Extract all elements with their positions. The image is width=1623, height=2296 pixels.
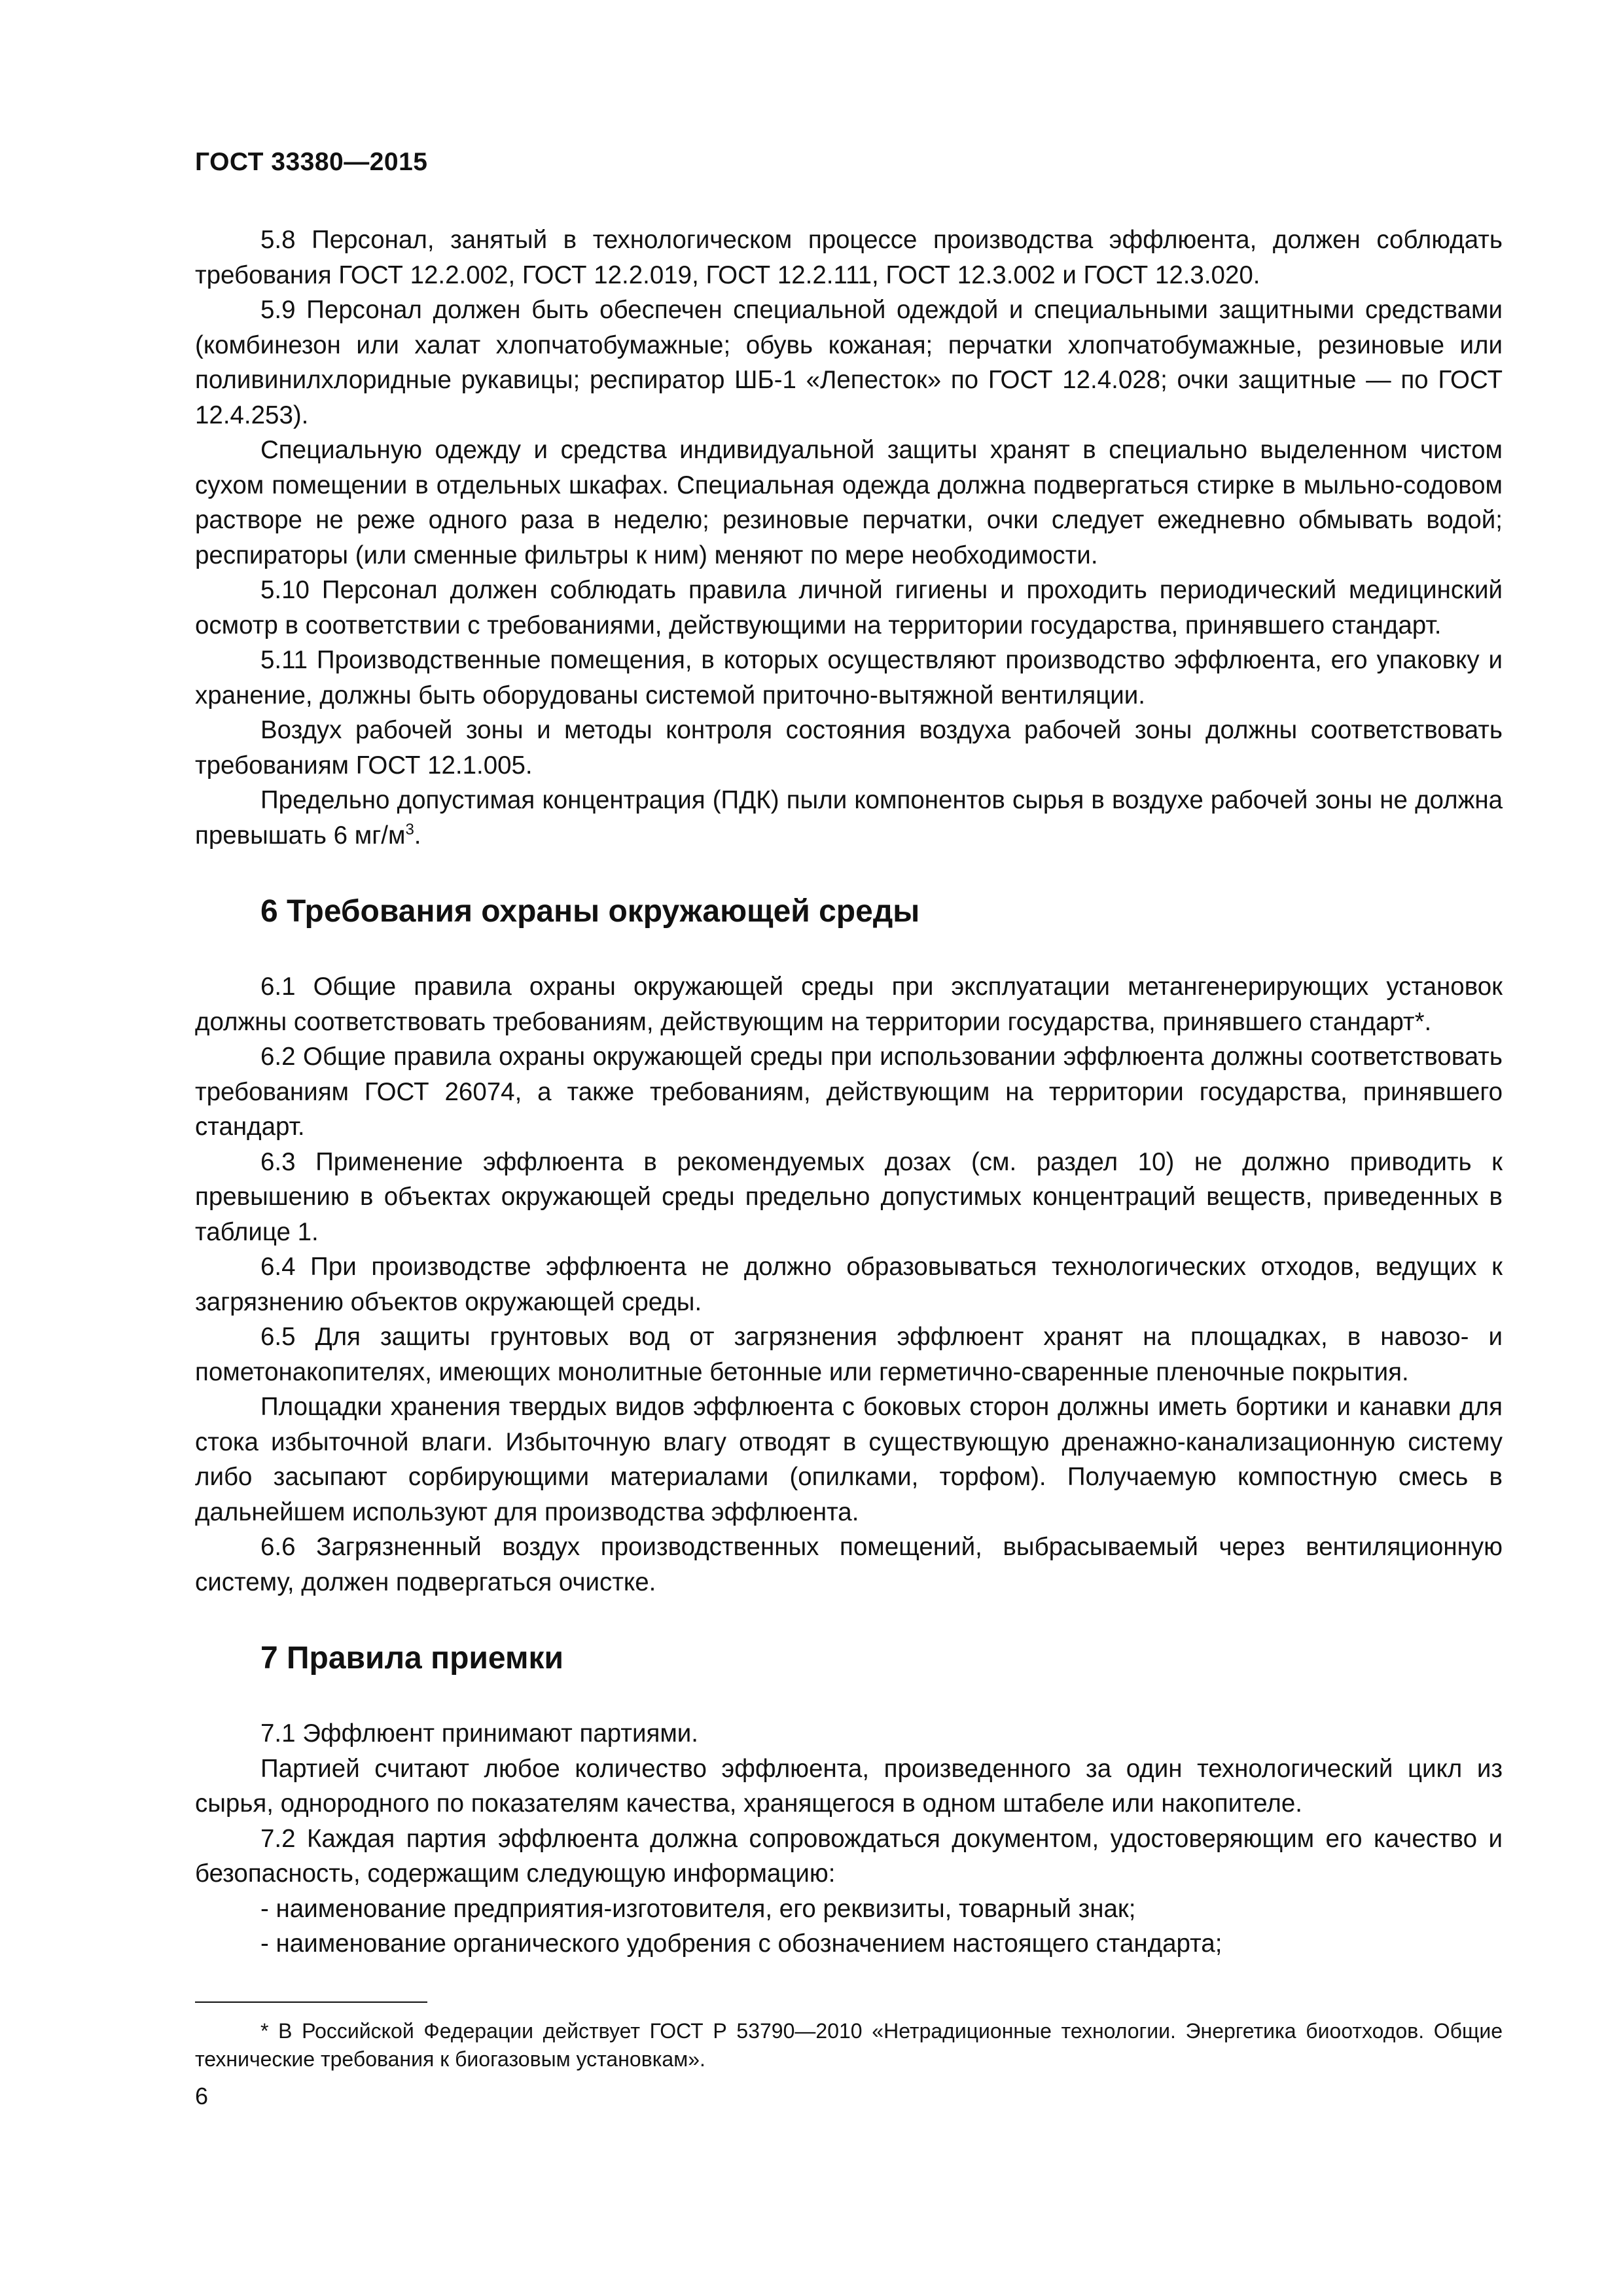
paragraph-6-5-storage: Площадки хранения твердых видов эффлюента с боковых сторон должны иметь бортики и канавки для стока избыточной влаги. Избыточную влагу отводят в существующую дренажно-канализационную систему либо засыпают сорбирующими материалами (опилками, торфом). Получаемую компостную смесь в дальнейшем используют для производства эффлюента. (195, 1393, 1503, 1526)
paragraph-5-11: 5.11 Производственные помещения, в которых осуществляют производство эффлюента, его упаковку и хранение, должны быть оборудованы системой приточно-вытяжной вентиляции. (195, 646, 1503, 709)
paragraph-7-1: 7.1 Эффлюент принимают партиями. (260, 1719, 698, 1748)
list-7-2 (195, 1892, 1503, 1962)
paragraph-5-11-pdk (195, 783, 1503, 853)
pdk-superscript: 3 (405, 820, 414, 838)
footnote-divider (195, 2001, 427, 2003)
pdk-end: . (414, 821, 421, 850)
section-7-heading: 7 Правила приемки (260, 1641, 564, 1676)
footnote: * В Российской Федерации действует ГОСТ Р 53790—2010 «Нетрадиционные технологии. Энергетика биоотходов. Общие технические требования к биогазовым установкам». (195, 2019, 1503, 2071)
document-header: ГОСТ 33380—2015 (195, 148, 428, 176)
paragraph-6-2: 6.2 Общие правила охраны окружающей среды при использовании эффлюента должны соответствовать требованиям ГОСТ 26074, а также требованиям, действующим на территории государства, принявшего стандарт. (195, 1043, 1503, 1141)
paragraph-7-2: 7.2 Каждая партия эффлюента должна сопровождаться документом, удостоверяющим его качество и безопасность, содержащим следующую информацию: (195, 1824, 1503, 1888)
list-item: - наименование органического удобрения с обозначением настоящего стандарта; (260, 1929, 1222, 1958)
paragraph-6-4: 6.4 При производстве эффлюента не должно образовываться технологических отходов, ведущих к загрязнению объектов окружающей среды. (195, 1253, 1503, 1316)
list-item: - наименование предприятия-изготовителя, его реквизиты, товарный знак; (260, 1894, 1136, 1923)
pdk-text: Предельно допустимая концентрация (ПДК) пыли компонентов сырья в воздухе рабочей зоны не должна превышать 6 мг/м (195, 786, 1503, 850)
paragraph-6-1: 6.1 Общие правила охраны окружающей среды при эксплуатации метангенерирующих установок должны соответствовать требованиям, действующим на территории государства, принявшего стандарт*. (195, 973, 1503, 1036)
paragraph-6-5: 6.5 Для защиты грунтовых вод от загрязнения эффлюент хранят на площадках, в навозо- и пометонакопителях, имеющих монолитные бетонные или герметично-сваренные пленочные покрытия. (195, 1323, 1503, 1386)
paragraph-6-6: 6.6 Загрязненный воздух производственных помещений, выбрасываемый через вентиляционную систему, должен подвергаться очистке. (195, 1533, 1503, 1596)
page-number: 6 (195, 2083, 209, 2109)
paragraph-5-8: 5.8 Персонал, занятый в технологическом процессе производства эффлюента, должен соблюдать требования ГОСТ 12.2.002, ГОСТ 12.2.019, ГОСТ 12.2.111, ГОСТ 12.3.002 и ГОСТ 12.3.020. (195, 226, 1503, 289)
paragraph-7-1-batch: Партией считают любое количество эффлюента, произведенного за один технологический цикл из сырья, однородного по показателям качества, хранящегося в одном штабеле или накопителе. (195, 1754, 1503, 1818)
paragraph-6-3: 6.3 Применение эффлюента в рекомендуемых дозах (см. раздел 10) не должно приводить к превышению в объектах окружающей среды предельно допустимых концентраций веществ, приведенных в таблице 1. (195, 1147, 1503, 1246)
paragraph-5-9-storage: Специальную одежду и средства индивидуальной защиты хранят в специально выделенном чистом сухом помещении в отдельных шкафах. Специальная одежда должна подвергаться стирке в мыльно-содовом растворе не реже одного раза в неделю; резиновые перчатки, очки следует ежедневно обмывать водой; респираторы (или сменные фильтры к ним) меняют по мере необходимости. (195, 436, 1503, 569)
paragraph-5-9: 5.9 Персонал должен быть обеспечен специальной одеждой и специальными защитными средствами (комбинезон или халат хлопчатобумажные; обувь кожаная; перчатки хлопчатобумажные, резиновые или поливинилхлоридные рукавицы; респиратор ШБ-1 «Лепесток» по ГОСТ 12.4.028; очки защитные — по ГОСТ 12.4.253). (195, 296, 1503, 429)
section-6-heading: 6 Требования охраны окружающей среды (260, 894, 920, 929)
paragraph-5-10: 5.10 Персонал должен соблюдать правила личной гигиены и проходить периодический медицинский осмотр в соответствии с требованиями, действующими на территории государства, принявшего стандарт. (195, 576, 1503, 639)
document-body (195, 223, 1503, 1962)
paragraph-5-11-air: Воздух рабочей зоны и методы контроля состояния воздуха рабочей зоны должны соответствовать требованиям ГОСТ 12.1.005. (195, 716, 1503, 780)
